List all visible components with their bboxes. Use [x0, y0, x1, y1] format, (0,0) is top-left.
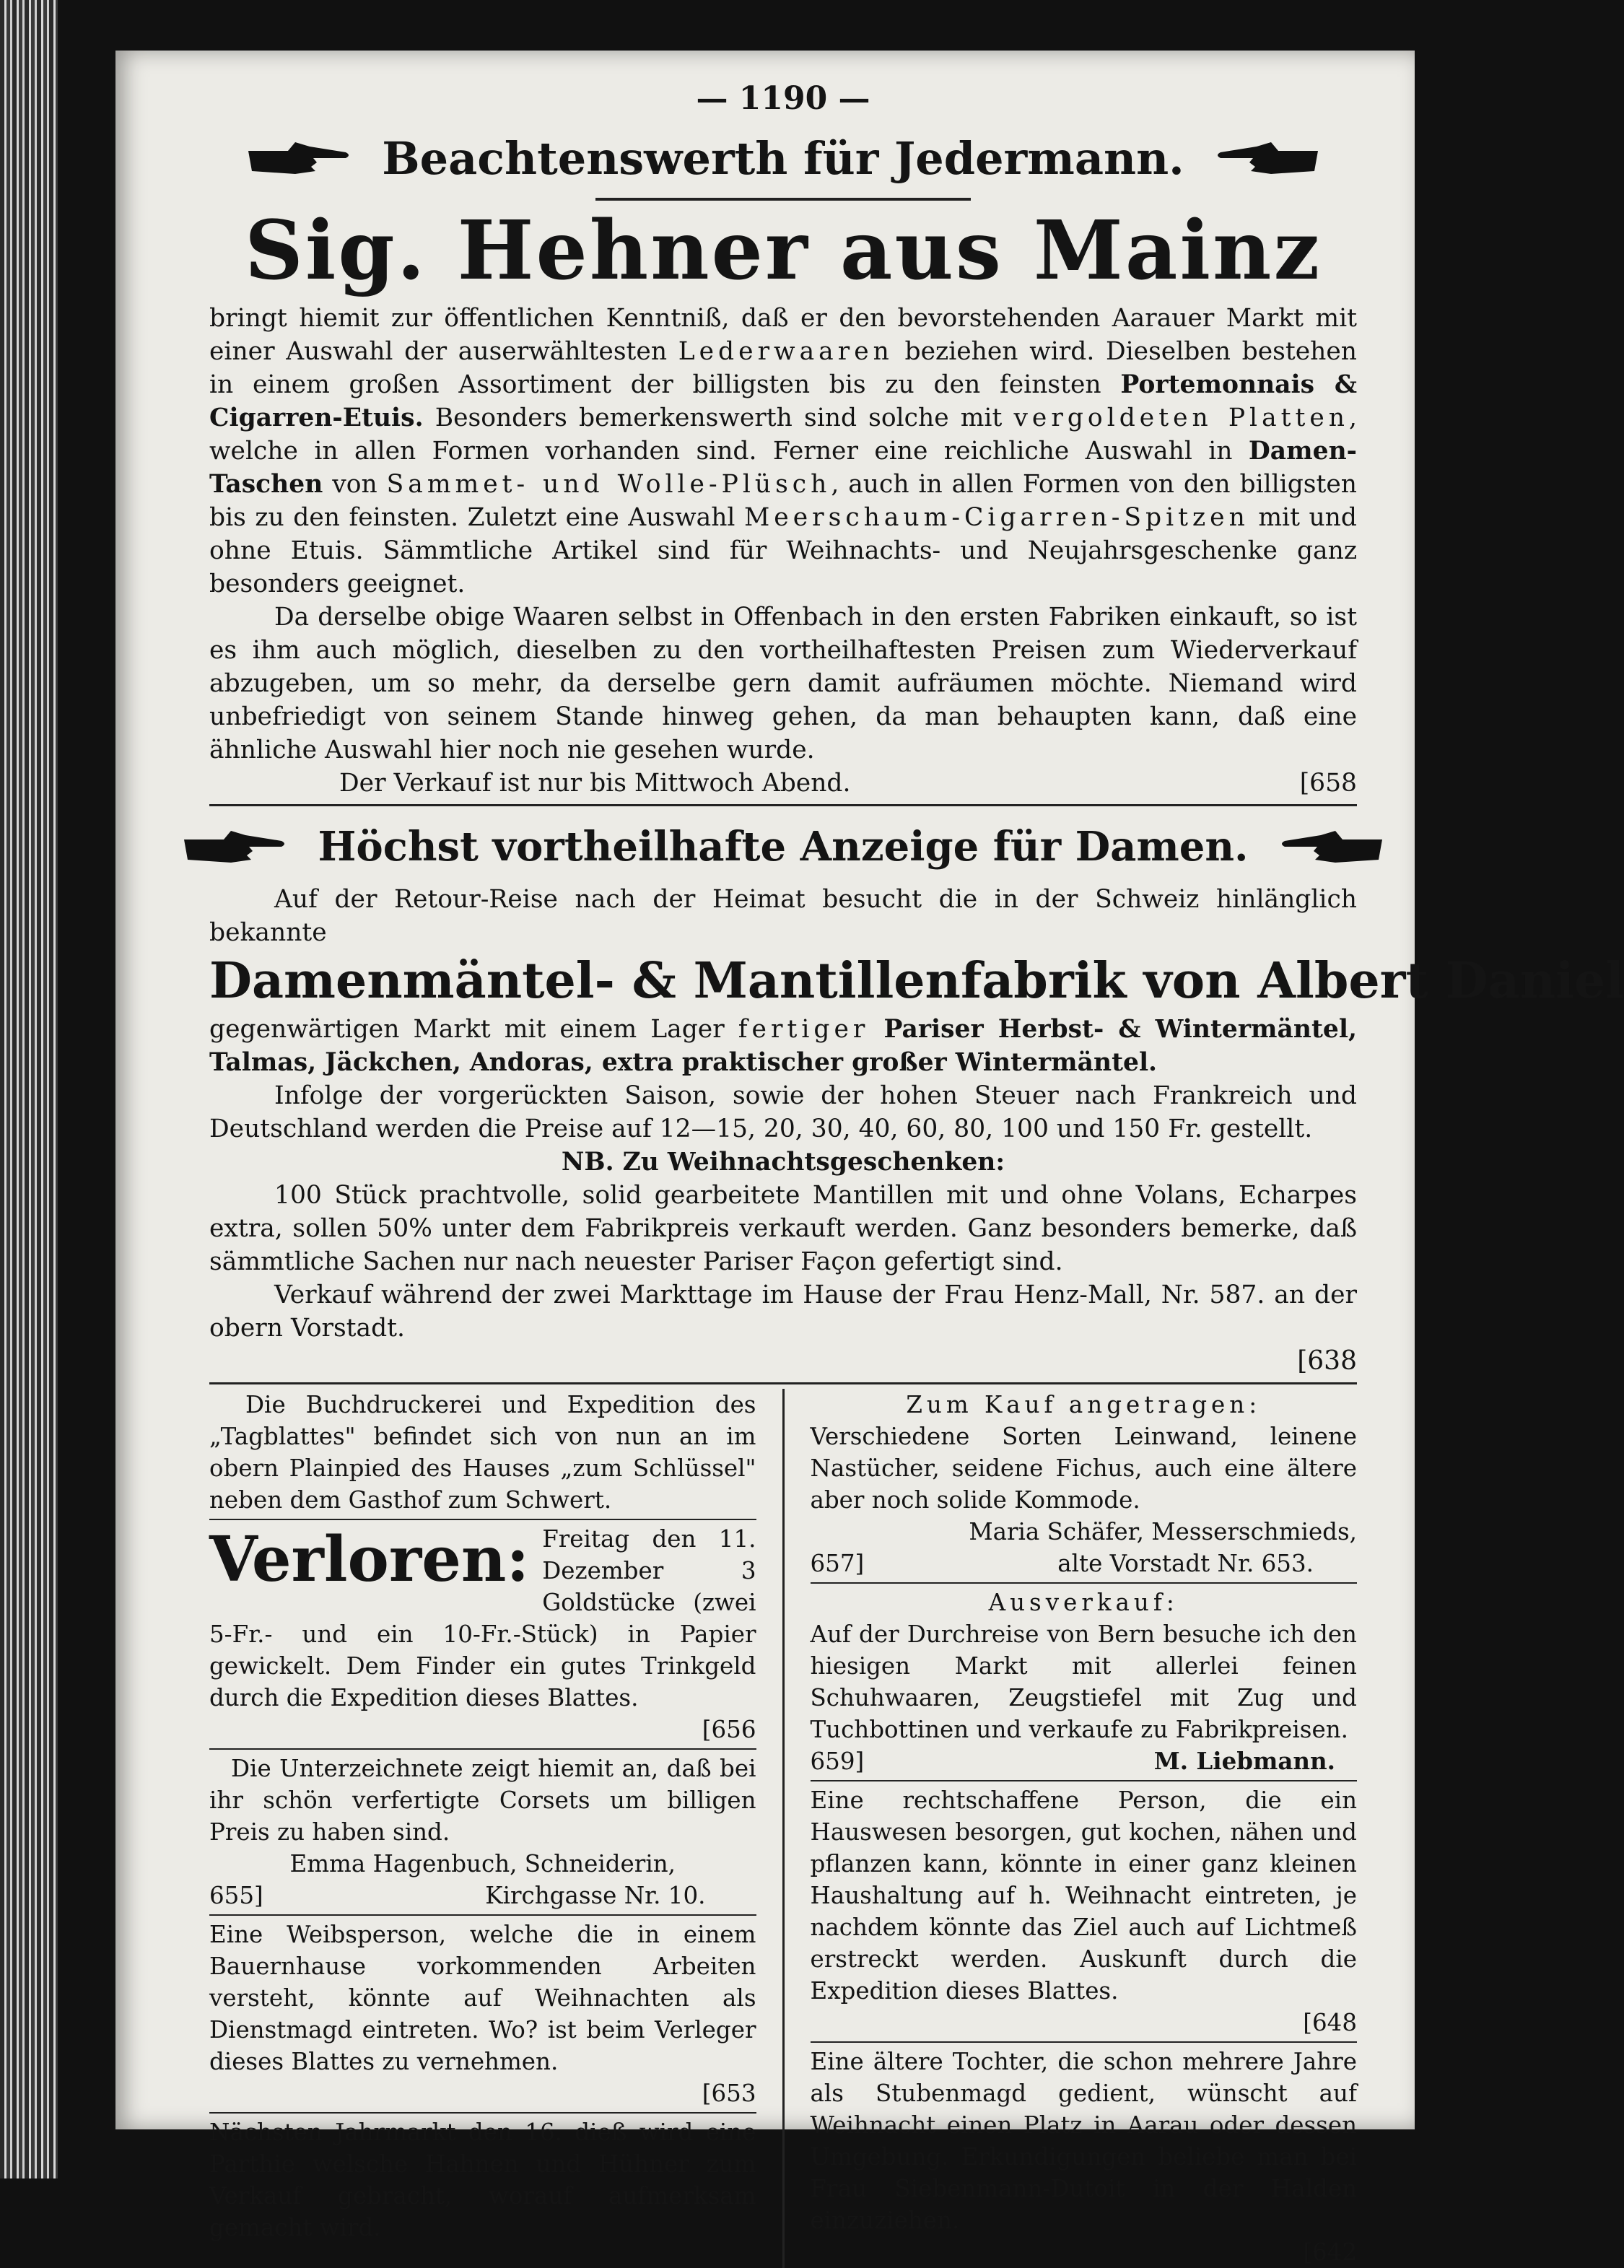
ad-657-number: 657] — [810, 1550, 865, 1577]
ad-656 — [209, 1523, 756, 1745]
divider — [209, 804, 1357, 806]
divider — [209, 2112, 756, 2114]
pointing-hand-right-icon — [180, 825, 289, 868]
ad-638-paragraph-1: gegenwärtigen Markt mit einem Lager fertiger Pariser Herbst- & Wintermäntel, Talmas, Jäckchen, Andoras, extra praktischer großer Wintermäntel. — [209, 1015, 1357, 1077]
ad-642-text: Eine ältere Tochter, die schon mehrere Jahre als Stubenmagd gedient, wünscht auf Weihnacht einen Platz in Aarau oder dessen Umgebung. Erkundigungen beliebe man bei Frau Siebenmann-Dutoit in der Halden einzuziehen. — [810, 2048, 1357, 2234]
ad-657-signature-2: alte Vorstadt Nr. 653. — [1057, 1550, 1314, 1577]
ad-659-text: Auf der Durchreise von Bern besuche ich den hiesigen Markt mit allerlei feinen Schuhwaaren, Zeugstiefel mit Zug und Tuchbottinen und verkaufe zu Fabrikpreisen. — [810, 1621, 1357, 1743]
verloren-heading: Verloren: — [209, 1523, 530, 1596]
ad-658-number: [658 — [1299, 769, 1357, 798]
divider — [209, 1914, 756, 1916]
ad-657-signature-1: Maria Schäfer, Messerschmieds, — [969, 1518, 1357, 1545]
ad-jahrmarkt-text: Nächsten Jahrmarkt den 16. dieß wird eine Parthie welsche Hahnen und Hühner zum Verkauf gebracht, worauf aufmerksam gemacht wird. — [209, 2119, 756, 2241]
ad-658-header — [209, 118, 1357, 198]
pointing-hand-left-icon — [1213, 136, 1322, 180]
ad-659-number: 659] — [810, 1748, 865, 1775]
ad-658-footer — [209, 767, 1357, 800]
ad-638-body — [209, 883, 1624, 1378]
book-page-edges — [0, 0, 58, 2178]
ad-657-text: Verschiedene Sorten Leinwand, leinene Nastücher, seidene Fichus, auch eine ältere aber noch solide Kommode. — [810, 1423, 1357, 1514]
page-content — [209, 79, 1624, 2268]
ad-638-number: [638 — [1297, 1346, 1357, 1376]
ad-656-number: [656 — [702, 1716, 756, 1743]
ad-656-text: Freitag den 11. Dezember 3 Goldstücke (zwei 5-Fr.- und ein 10-Fr.-Stück) in Papier gewickelt. Dem Finder ein gutes Trinkgeld durch die Expedition dieses Blattes. — [209, 1525, 756, 1711]
divider — [811, 1582, 1358, 1584]
ad-653-number: [653 — [702, 2080, 756, 2107]
right-column — [811, 1389, 1358, 2268]
page-number: — 1190 — — [696, 80, 870, 117]
ad-655-footer — [209, 1880, 756, 1911]
ad-657-footer — [811, 1548, 1358, 1579]
ad-657-title: Zum Kauf angetragen: — [906, 1391, 1262, 1418]
ad-659-footer — [811, 1745, 1358, 1777]
ad-655-text: Die Unterzeichnete zeigt hiemit an, daß bei ihr schön verfertigte Corsets um billigen Preis zu haben sind. — [209, 1755, 756, 1846]
ad-648-text: Eine rechtschaffene Person, die ein Hauswesen besorgen, gut kochen, nähen und pflanzen kann, könnte in einer ganz kleinen Haushaltung auf h. Weihnacht eintreten, je nachdem könnte das Ziel auch auf Lichtmeß erstreckt werden. Auskunft durch die Expedition dieses Blattes. — [810, 1787, 1357, 2005]
divider — [209, 1748, 756, 1750]
notice-buchdruckerei: Die Buchdruckerei und Expedition des „Tagblattes" befindet sich von nun an im obern Plainpied des Hauses „zum Schlüssel" neben dem Gasthof zum Schwert. — [209, 1391, 756, 1514]
newspaper-page — [115, 51, 1624, 2266]
ad-638-intro: Auf der Retour-Reise nach der Heimat besucht die in der Schweiz hinlänglich bekannte — [209, 885, 1357, 947]
ad-658-title: Beachtenswerth für Jedermann. — [382, 131, 1184, 185]
ad-638-paragraph-3: 100 Stück prachtvolle, solid gearbeitete Mantillen mit und ohne Volans, Echarpes extra, sollen 50% unter dem Fabrikpreis verkauft werden. Ganz besonders bemerke, daß sämmtliche Sachen nur nach neuester Pariser Façon gefertigt sind. — [209, 1181, 1357, 1276]
column-divider — [782, 1389, 785, 2268]
pointing-hand-left-icon — [1278, 825, 1386, 868]
firm-name: Damenmäntel- & Mantillenfabrik von Albert Daniel — [209, 952, 1624, 1010]
ad-638-paragraph-4: Verkauf während der zwei Markttage im Hause der Frau Henz-Mall, Nr. 587. an der obern Vorstadt. — [209, 1281, 1357, 1343]
ad-638-title: Höchst vortheilhafte Anzeige für Damen. — [318, 823, 1249, 871]
divider — [811, 1780, 1358, 1781]
ad-642-number: [642 — [1303, 2238, 1357, 2266]
ad-655-signature-2: Kirchgasse Nr. 10. — [485, 1882, 706, 1909]
ad-638-header — [209, 811, 1357, 883]
ad-655-number: 655] — [209, 1882, 263, 1909]
ad-658-paragraph-2: Da derselbe obige Waaren selbst in Offenbach in den ersten Fabriken einkauft, so ist es ihm auch möglich, dieselben zu den vortheilhaftesten Preisen zum Wiederverkauf abzugeben, um so mehr, da derselbe gern damit aufräumen möchte. Niemand wird unbefriedigt von seinem Stande hinweg gehen, da man behaupten kann, daß eine ähnliche Auswahl hier noch nie gesehen wurde. — [209, 603, 1357, 764]
divider — [209, 1519, 756, 1520]
ad-658-closing: Der Verkauf ist nur bis Mittwoch Abend. — [339, 769, 851, 798]
ad-658-body — [209, 302, 1357, 800]
ad-655-signature-1: Emma Hagenbuch, Schneiderin, — [289, 1850, 676, 1877]
ad-653-text: Eine Weibsperson, welche die in einem Bauernhause vorkommenden Arbeiten versteht, könnte auf Weihnachten als Dienstmagd eintreten. Wo? ist beim Verleger dieses Blattes zu vernehmen. — [209, 1921, 756, 2075]
ad-638-nb: NB. Zu Weihnachtsgeschenken: — [561, 1148, 1005, 1177]
pointing-hand-right-icon — [245, 136, 353, 180]
two-column-section — [209, 1389, 1357, 2268]
advertiser-name: Sig. Hehner aus Mainz — [244, 204, 1322, 298]
divider — [811, 2041, 1358, 2043]
ad-658-paragraph-1: bringt hiemit zur öffentlichen Kenntniß, daß er den bevorstehenden Aarauer Markt mit einer Auswahl der auserwähltesten Lederwaaren beziehen wird. Dieselben bestehen in einem großen Assortiment der billigsten bis zu den feinsten Portemonnais & Cigarren-Etuis. Besonders bemerkenswerth sind solche mit vergoldeten Platten, welche in allen Formen vorhanden sind. Ferner eine reichliche Auswahl in Damen-Taschen von Sammet- und Wolle-Plüsch, auch in allen Formen von den billigsten bis zu den feinsten. Zuletzt eine Auswahl Meerschaum-Cigarren-Spitzen mit und ohne Etuis. Sämmtliche Artikel sind für Weihnachts- und Neujahrsgeschenke ganz besonders geeignet. — [209, 304, 1358, 598]
divider — [209, 1382, 1357, 1384]
ad-659-signature: M. Liebmann. — [1153, 1747, 1335, 1775]
ad-659-title: Ausverkauf: — [988, 1589, 1179, 1616]
left-column — [209, 1389, 756, 2268]
ad-638-paragraph-2: Infolge der vorgerückten Saison, sowie der hohen Steuer nach Frankreich und Deutschland werden die Preise auf 12—15, 20, 30, 40, 60, 80, 100 und 150 Fr. gestellt. — [209, 1081, 1357, 1143]
ad-648-number: [648 — [1303, 2009, 1357, 2036]
